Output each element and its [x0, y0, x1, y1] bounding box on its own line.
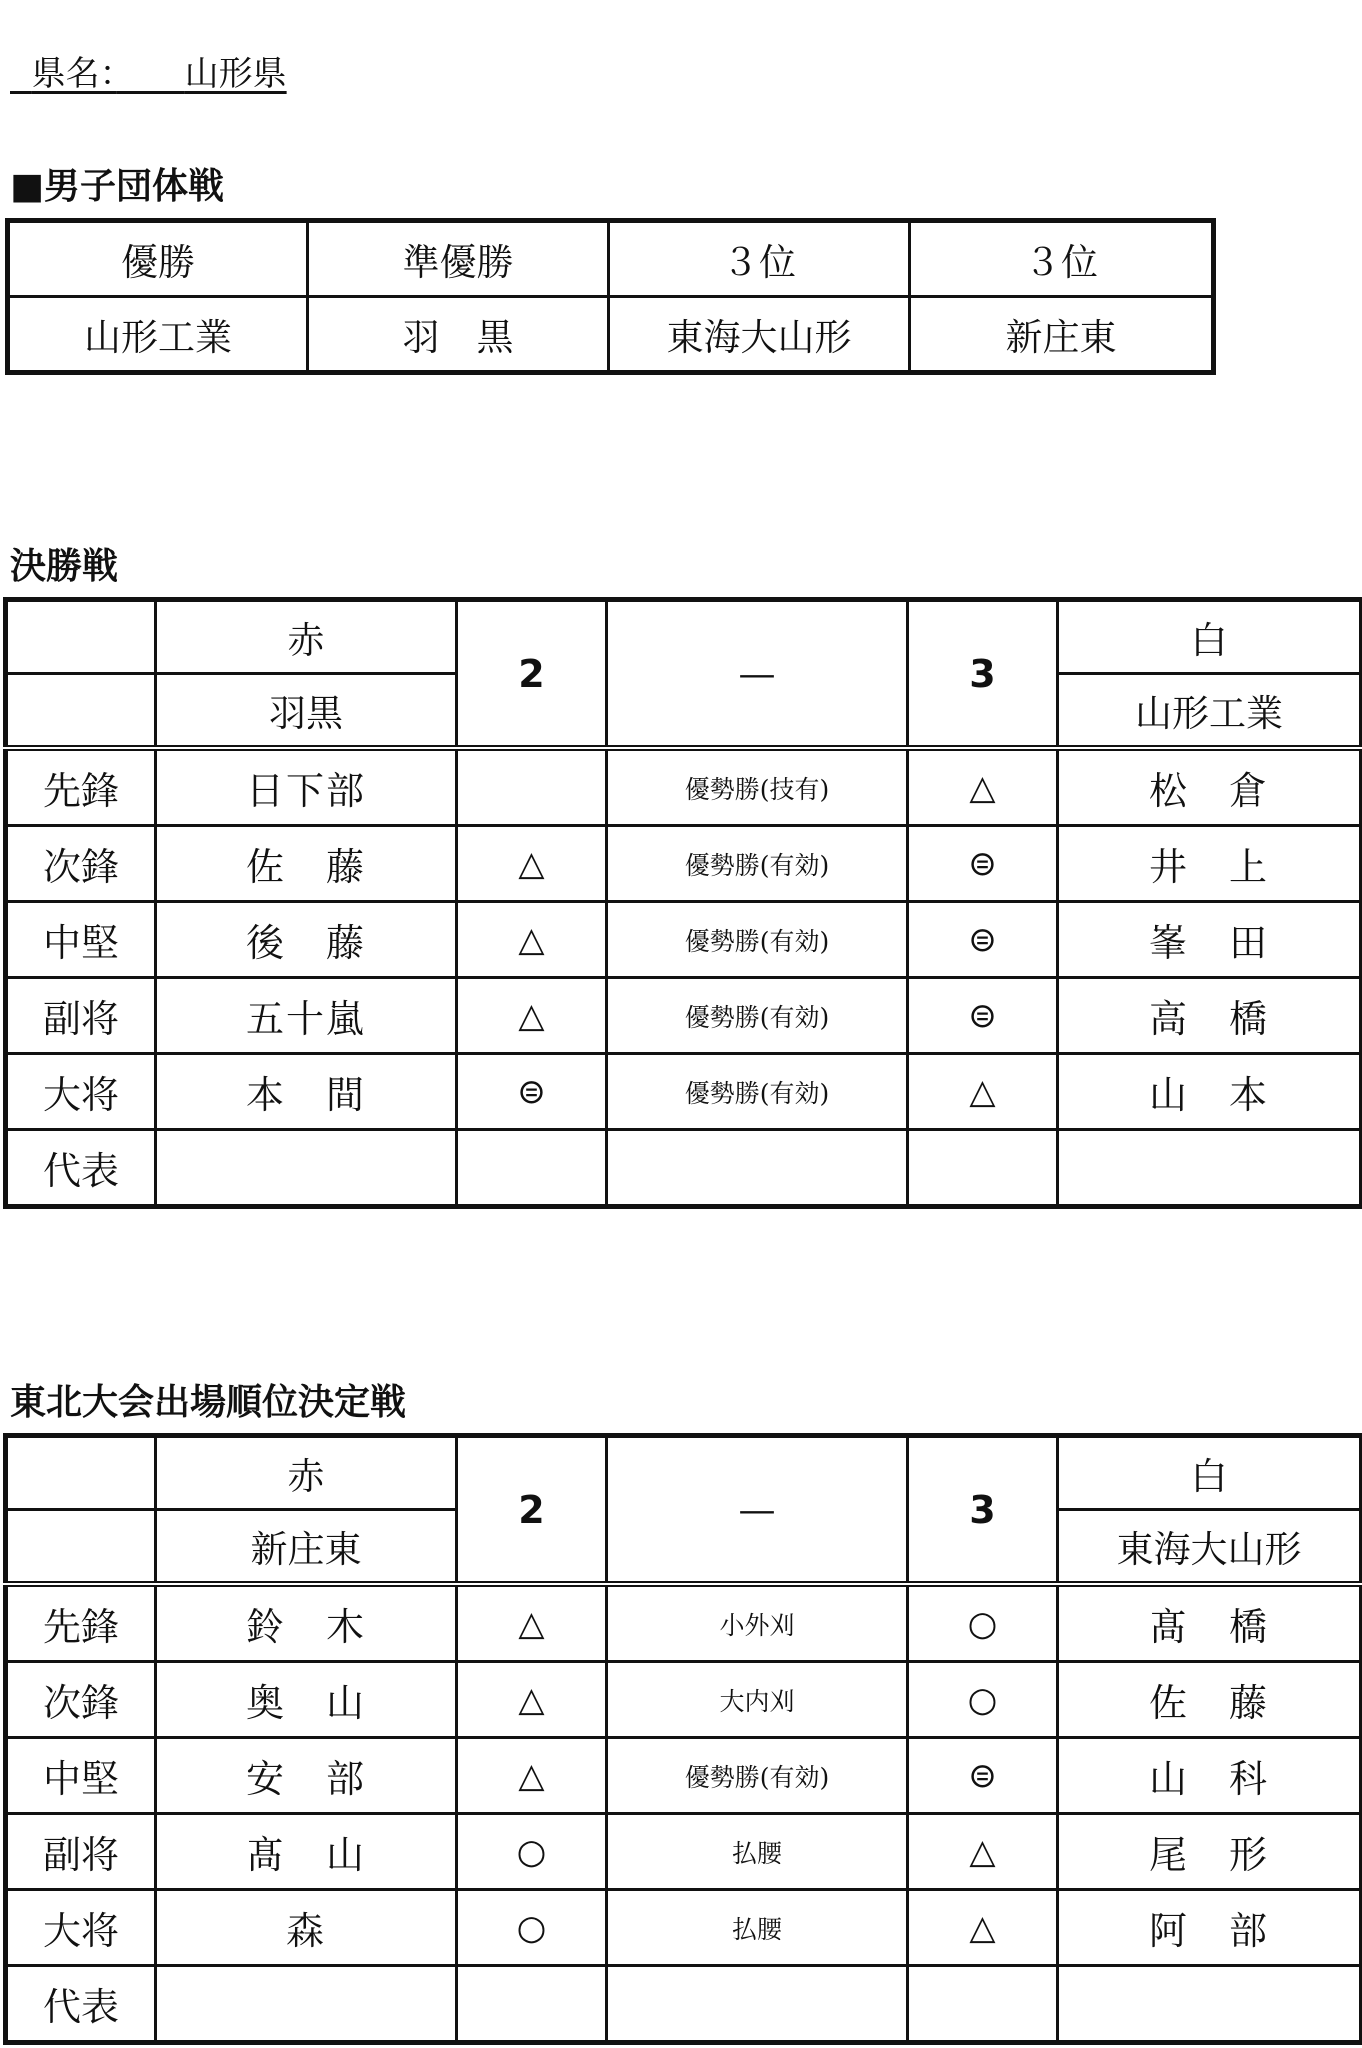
bout-white-player: 山 科 — [1058, 1738, 1362, 1814]
final-red-score: 2 — [457, 600, 607, 749]
bout-row — [6, 1662, 1362, 1738]
bout-technique: 小外刈 — [607, 1584, 908, 1662]
bout-technique: 優勢勝(有効) — [607, 978, 908, 1054]
playoff-corner-lower — [6, 1510, 156, 1585]
final-dash: — — [607, 600, 908, 749]
bout-white-player: 松 倉 — [1058, 748, 1362, 826]
bout-red-player: 後 藤 — [156, 902, 457, 978]
bout-white-player: 尾 形 — [1058, 1814, 1362, 1890]
playoff-dash: — — [607, 1436, 908, 1585]
final-white-label: 白 — [1058, 600, 1362, 674]
playoff-heading: 東北大会出場順位決定戦 — [10, 1382, 407, 1423]
bout-red-result: △ — [457, 978, 607, 1054]
bout-white-player: 高 橋 — [1058, 978, 1362, 1054]
final-table — [3, 597, 1362, 1209]
bout-red-player: 森 — [156, 1890, 457, 1966]
team-event-heading: ■男子団体戦 — [10, 166, 225, 207]
playoff-red-team: 新庄東 — [156, 1510, 457, 1585]
bout-row — [6, 826, 1362, 902]
prefecture-value: 山形県 — [184, 54, 287, 94]
bout-red-player: 佐 藤 — [156, 826, 457, 902]
bout-white-player: 峯 田 — [1058, 902, 1362, 978]
bout-white-player: 佐 藤 — [1058, 1662, 1362, 1738]
podium-school-runner-up: 羽 黒 — [308, 297, 609, 373]
bout-white-result: ○ — [908, 1662, 1058, 1738]
bout-white-result: ⊜ — [908, 826, 1058, 902]
bout-red-result: ⊜ — [457, 1054, 607, 1130]
bout-red-result: △ — [457, 1662, 607, 1738]
bout-red-player — [156, 1966, 457, 2043]
bout-red-player: 奥 山 — [156, 1662, 457, 1738]
podium-table — [5, 218, 1216, 375]
bout-row — [6, 902, 1362, 978]
bout-position: 中堅 — [6, 902, 156, 978]
bout-position: 次鋒 — [6, 826, 156, 902]
bout-red-player — [156, 1130, 457, 1207]
playoff-red-label: 赤 — [156, 1436, 457, 1510]
bout-red-result: △ — [457, 826, 607, 902]
bout-white-player: 阿 部 — [1058, 1890, 1362, 1966]
bout-technique: 優勢勝(技有) — [607, 748, 908, 826]
bout-position: 代表 — [6, 1966, 156, 2043]
bout-white-result — [908, 1130, 1058, 1207]
bout-technique — [607, 1966, 908, 2043]
bout-technique: 優勢勝(有効) — [607, 902, 908, 978]
final-red-label: 赤 — [156, 600, 457, 674]
bout-red-player: 髙 山 — [156, 1814, 457, 1890]
bout-row — [6, 1966, 1362, 2043]
bout-red-result: △ — [457, 1738, 607, 1814]
bout-technique: 払腰 — [607, 1890, 908, 1966]
bout-red-player: 本 間 — [156, 1054, 457, 1130]
bout-row — [6, 1130, 1362, 1207]
final-white-team: 山形工業 — [1058, 674, 1362, 749]
bout-red-player: 安 部 — [156, 1738, 457, 1814]
bout-red-result — [457, 1966, 607, 2043]
playoff-white-score: 3 — [908, 1436, 1058, 1585]
bout-white-result: ⊜ — [908, 1738, 1058, 1814]
final-corner — [6, 600, 156, 674]
bout-white-player: 髙 橋 — [1058, 1584, 1362, 1662]
bout-white-player — [1058, 1130, 1362, 1207]
podium-header-runner-up: 準優勝 — [308, 221, 609, 297]
bout-row — [6, 748, 1362, 826]
bout-white-player: 井 上 — [1058, 826, 1362, 902]
bout-row — [6, 1738, 1362, 1814]
bout-technique: 優勢勝(有効) — [607, 826, 908, 902]
bout-red-result: ○ — [457, 1814, 607, 1890]
bout-white-result — [908, 1966, 1058, 2043]
bout-white-result: ⊜ — [908, 978, 1058, 1054]
bout-position: 先鋒 — [6, 1584, 156, 1662]
bout-technique: 払腰 — [607, 1814, 908, 1890]
bout-white-result: ⊜ — [908, 902, 1058, 978]
final-heading: 決勝戦 — [10, 546, 119, 587]
bout-red-result: △ — [457, 902, 607, 978]
final-red-team: 羽黒 — [156, 674, 457, 749]
bout-position: 先鋒 — [6, 748, 156, 826]
bout-technique: 優勢勝(有効) — [607, 1054, 908, 1130]
bout-white-result: ○ — [908, 1584, 1058, 1662]
bout-technique: 大内刈 — [607, 1662, 908, 1738]
bout-red-result — [457, 748, 607, 826]
podium-header-third-a: ３位 — [609, 221, 910, 297]
bout-position: 大将 — [6, 1890, 156, 1966]
prefecture-label: 県名： — [31, 54, 117, 94]
bout-position: 副将 — [6, 978, 156, 1054]
playoff-red-score: 2 — [457, 1436, 607, 1585]
bout-row — [6, 1584, 1362, 1662]
bout-red-result: △ — [457, 1584, 607, 1662]
bout-white-result: △ — [908, 748, 1058, 826]
bout-row — [6, 978, 1362, 1054]
prefecture-line — [10, 6, 287, 95]
bout-red-player: 鈴 木 — [156, 1584, 457, 1662]
bout-position: 大将 — [6, 1054, 156, 1130]
bout-technique — [607, 1130, 908, 1207]
podium-school-champion: 山形工業 — [8, 297, 308, 373]
bout-row — [6, 1814, 1362, 1890]
bout-white-result: △ — [908, 1890, 1058, 1966]
bout-white-player: 山 本 — [1058, 1054, 1362, 1130]
bout-position: 副将 — [6, 1814, 156, 1890]
podium-school-third-b: 新庄東 — [910, 297, 1214, 373]
playoff-corner — [6, 1436, 156, 1510]
podium-header-third-b: ３位 — [910, 221, 1214, 297]
bout-position: 中堅 — [6, 1738, 156, 1814]
bout-white-result: △ — [908, 1054, 1058, 1130]
final-corner-lower — [6, 674, 156, 749]
bout-white-player — [1058, 1966, 1362, 2043]
playoff-white-team: 東海大山形 — [1058, 1510, 1362, 1585]
bout-red-player: 日下部 — [156, 748, 457, 826]
bout-white-result: △ — [908, 1814, 1058, 1890]
bout-position: 次鋒 — [6, 1662, 156, 1738]
podium-header-champion: 優勝 — [8, 221, 308, 297]
final-white-score: 3 — [908, 600, 1058, 749]
bout-red-result — [457, 1130, 607, 1207]
playoff-white-label: 白 — [1058, 1436, 1362, 1510]
bout-red-player: 五十嵐 — [156, 978, 457, 1054]
bout-position: 代表 — [6, 1130, 156, 1207]
playoff-table — [3, 1433, 1362, 2045]
podium-school-third-a: 東海大山形 — [609, 297, 910, 373]
bout-technique: 優勢勝(有効) — [607, 1738, 908, 1814]
bout-row — [6, 1890, 1362, 1966]
bout-red-result: ○ — [457, 1890, 607, 1966]
bout-row — [6, 1054, 1362, 1130]
